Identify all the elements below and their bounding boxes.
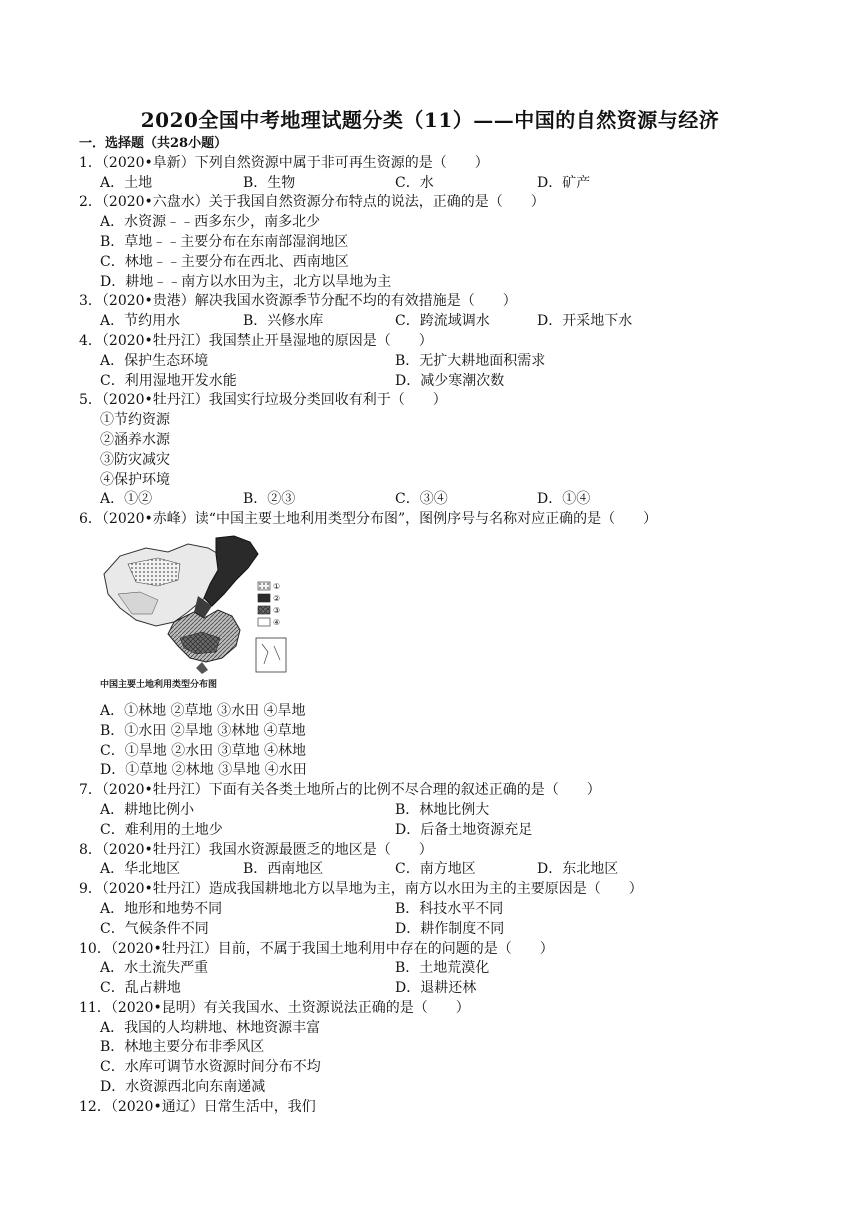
question-3-stem: 3．（2020•贵港）解决我国水资源季节分配不均的有效措施是（ ） [79, 293, 517, 310]
page-title: 2020全国中考地理试题分类（11）——中国的自然资源与经济 [140, 108, 720, 132]
question-7-options-row1 [79, 801, 819, 821]
question-7-options-row2 [79, 821, 819, 841]
option-d: D．开采地下水 [537, 313, 633, 330]
option-a: A．①② [100, 491, 153, 508]
option-c: C．利用湿地开发水能 [100, 372, 237, 389]
option-a: A．土地 [100, 174, 153, 191]
option-a: A．水资源﹣﹣西多东少，南多北少 [100, 214, 321, 231]
option-c: C．①旱地 ②水田 ③草地 ④林地 [100, 742, 307, 759]
option-c: C．林地﹣﹣主要分布在西北、西南地区 [100, 253, 349, 270]
option-b: B．②③ [243, 491, 296, 508]
statement-item: ②涵养水源 [100, 431, 170, 448]
question-10-options-row1 [79, 959, 819, 979]
question-9-stem: 9．（2020•牡丹江）造成我国耕地北方以旱地为主，南方以水田为主的主要原因是（ ） [79, 881, 643, 898]
option-d: D．矿产 [537, 174, 591, 191]
question-6-stem: 6．（2020•赤峰）读“中国主要土地利用类型分布图”，图例序号与名称对应正确的是（ ） [79, 511, 658, 528]
option-b: B．生物 [243, 174, 296, 191]
question-4-options-row2 [79, 372, 819, 392]
question-3-options [79, 312, 819, 332]
option-b: B．无扩大耕地面积需求 [395, 352, 546, 369]
option-c: C．水库可调节水资源时间分布不均 [100, 1059, 321, 1076]
option-b: B．兴修水库 [243, 313, 324, 330]
option-d: D．水资源西北向东南递减 [100, 1079, 266, 1096]
question-7-stem: 7．（2020•牡丹江）下面有关各类土地所占的比例不尽合理的叙述正确的是（ ） [79, 782, 601, 799]
option-d: D．①④ [537, 491, 591, 508]
option-c: C．难利用的土地少 [100, 821, 223, 838]
option-b: B．西南地区 [243, 861, 324, 878]
option-a: A．节约用水 [100, 313, 181, 330]
land-use-map-figure [98, 534, 819, 700]
question-8-stem: 8．（2020•牡丹江）我国水资源最匮乏的地区是（ ） [79, 841, 433, 858]
option-d: D．东北地区 [537, 861, 619, 878]
section-heading: 一．选择题（共28小题） [79, 136, 228, 151]
question-1-options [79, 174, 819, 194]
option-d: D．耕地﹣﹣南方以水田为主，北方以旱地为主 [100, 273, 392, 290]
question-list [79, 134, 819, 1118]
legend-label-2: ② [273, 593, 281, 603]
option-b: B．科技水平不同 [395, 900, 504, 917]
statement-item: ④保护环境 [100, 471, 170, 488]
option-b: B．土地荒漠化 [395, 960, 490, 977]
option-c: C．南方地区 [395, 861, 476, 878]
legend-label-1: ① [273, 581, 281, 591]
question-11-stem: 11．（2020•昆明）有关我国水、土资源说法正确的是（ ） [79, 999, 470, 1016]
option-b: B．①水田 ②旱地 ③林地 ④草地 [100, 722, 306, 739]
question-12-stem: 12．（2020•通辽）日常生活中，我们 [79, 1098, 316, 1115]
option-d: D．退耕还林 [395, 980, 477, 997]
question-2-stem: 2．（2020•六盘水）关于我国自然资源分布特点的说法，正确的是（ ） [79, 194, 545, 211]
option-a: A．水土流失严重 [100, 960, 209, 977]
option-b: B．林地主要分布非季风区 [100, 1039, 265, 1056]
question-9-options-row1 [79, 900, 819, 920]
option-a: A．我国的人均耕地、林地资源丰富 [100, 1019, 321, 1036]
option-a: A．①林地 ②草地 ③水田 ④旱地 [100, 702, 306, 719]
map-caption: 中国主要土地利用类型分布图 [100, 679, 218, 690]
option-d: D．耕作制度不同 [395, 920, 505, 937]
option-c: C．乱占耕地 [100, 980, 181, 997]
option-a: A．华北地区 [100, 861, 181, 878]
question-4-stem: 4．（2020•牡丹江）我国禁止开垦湿地的原因是（ ） [79, 332, 433, 349]
option-c: C．③④ [395, 491, 448, 508]
option-c: C．气候条件不同 [100, 920, 209, 937]
option-d: D．减少寒潮次数 [395, 372, 505, 389]
legend-label-3: ③ [273, 605, 281, 615]
option-a: A．保护生态环境 [100, 352, 209, 369]
option-c: C．跨流域调水 [395, 313, 490, 330]
legend-label-4: ④ [273, 617, 281, 627]
china-map-image [98, 534, 298, 694]
statement-item: ①节约资源 [100, 412, 170, 429]
question-4-options-row1 [79, 352, 819, 372]
statement-item: ③防灾减灾 [100, 451, 170, 468]
option-d: D．①草地 ②林地 ③旱地 ④水田 [100, 762, 307, 779]
option-d: D．后备土地资源充足 [395, 821, 533, 838]
option-b: B．林地比例大 [395, 801, 490, 818]
question-5-stem: 5．（2020•牡丹江）我国实行垃圾分类回收有利于（ ） [79, 392, 447, 409]
option-c: C．水 [395, 174, 434, 191]
question-8-options [79, 860, 819, 880]
option-b: B．草地﹣﹣主要分布在东南部湿润地区 [100, 233, 349, 250]
option-a: A．地形和地势不同 [100, 900, 223, 917]
question-10-options-row2 [79, 979, 819, 999]
question-9-options-row2 [79, 920, 819, 940]
question-1-stem: 1．（2020•阜新）下列自然资源中属于非可再生资源的是（ ） [79, 154, 489, 171]
question-10-stem: 10．（2020•牡丹江）目前，不属于我国土地利用中存在的问题的是（ ） [79, 940, 554, 957]
question-5-options [79, 490, 819, 510]
option-a: A．耕地比例小 [100, 801, 195, 818]
